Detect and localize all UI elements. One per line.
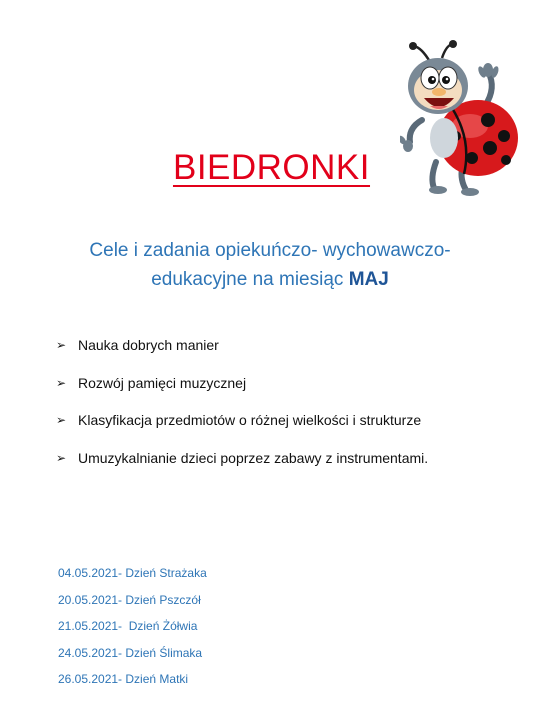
arrow-bullet-icon: ➢	[56, 375, 67, 390]
subtitle-text: Cele i zadania opiekuńczo- wychowawczo- edukacyjne na miesiąc	[89, 240, 451, 290]
date-item: 21.05.2021- Dzień Żółwia	[58, 619, 198, 634]
goal-item	[56, 371, 526, 395]
goal-item	[56, 333, 526, 357]
arrow-bullet-icon: ➢	[56, 413, 67, 427]
goal-text: Klasyfikacja przedmiotów o różnej wielkości i strukturze	[78, 412, 422, 428]
arrow-bullet-icon: ➢	[56, 450, 67, 465]
goal-text: Umuzykalnianie dzieci poprzez zabawy z instrumentami.	[78, 449, 429, 466]
subtitle	[60, 236, 480, 294]
goal-item	[56, 446, 526, 470]
date-item: 04.05.2021- Dzień Strażaka	[58, 566, 207, 580]
date-item: 20.05.2021- Dzień Pszczół	[58, 592, 201, 607]
goals-list	[56, 333, 526, 483]
date-item: 24.05.2021- Dzień Ślimaka	[58, 645, 203, 660]
arrow-bullet-icon: ➢	[56, 338, 67, 352]
goal-text: Nauka dobrych manier	[78, 337, 219, 353]
goal-item	[56, 408, 526, 432]
page-title-text: BIEDRONKI	[172, 148, 371, 187]
subtitle-month: MAJ	[348, 269, 389, 290]
dates-list	[58, 566, 207, 699]
page-title	[0, 146, 543, 190]
date-item: 26.05.2021- Dzień Matki	[58, 672, 189, 687]
goal-text: Rozwój pamięci muzycznej	[78, 374, 247, 391]
